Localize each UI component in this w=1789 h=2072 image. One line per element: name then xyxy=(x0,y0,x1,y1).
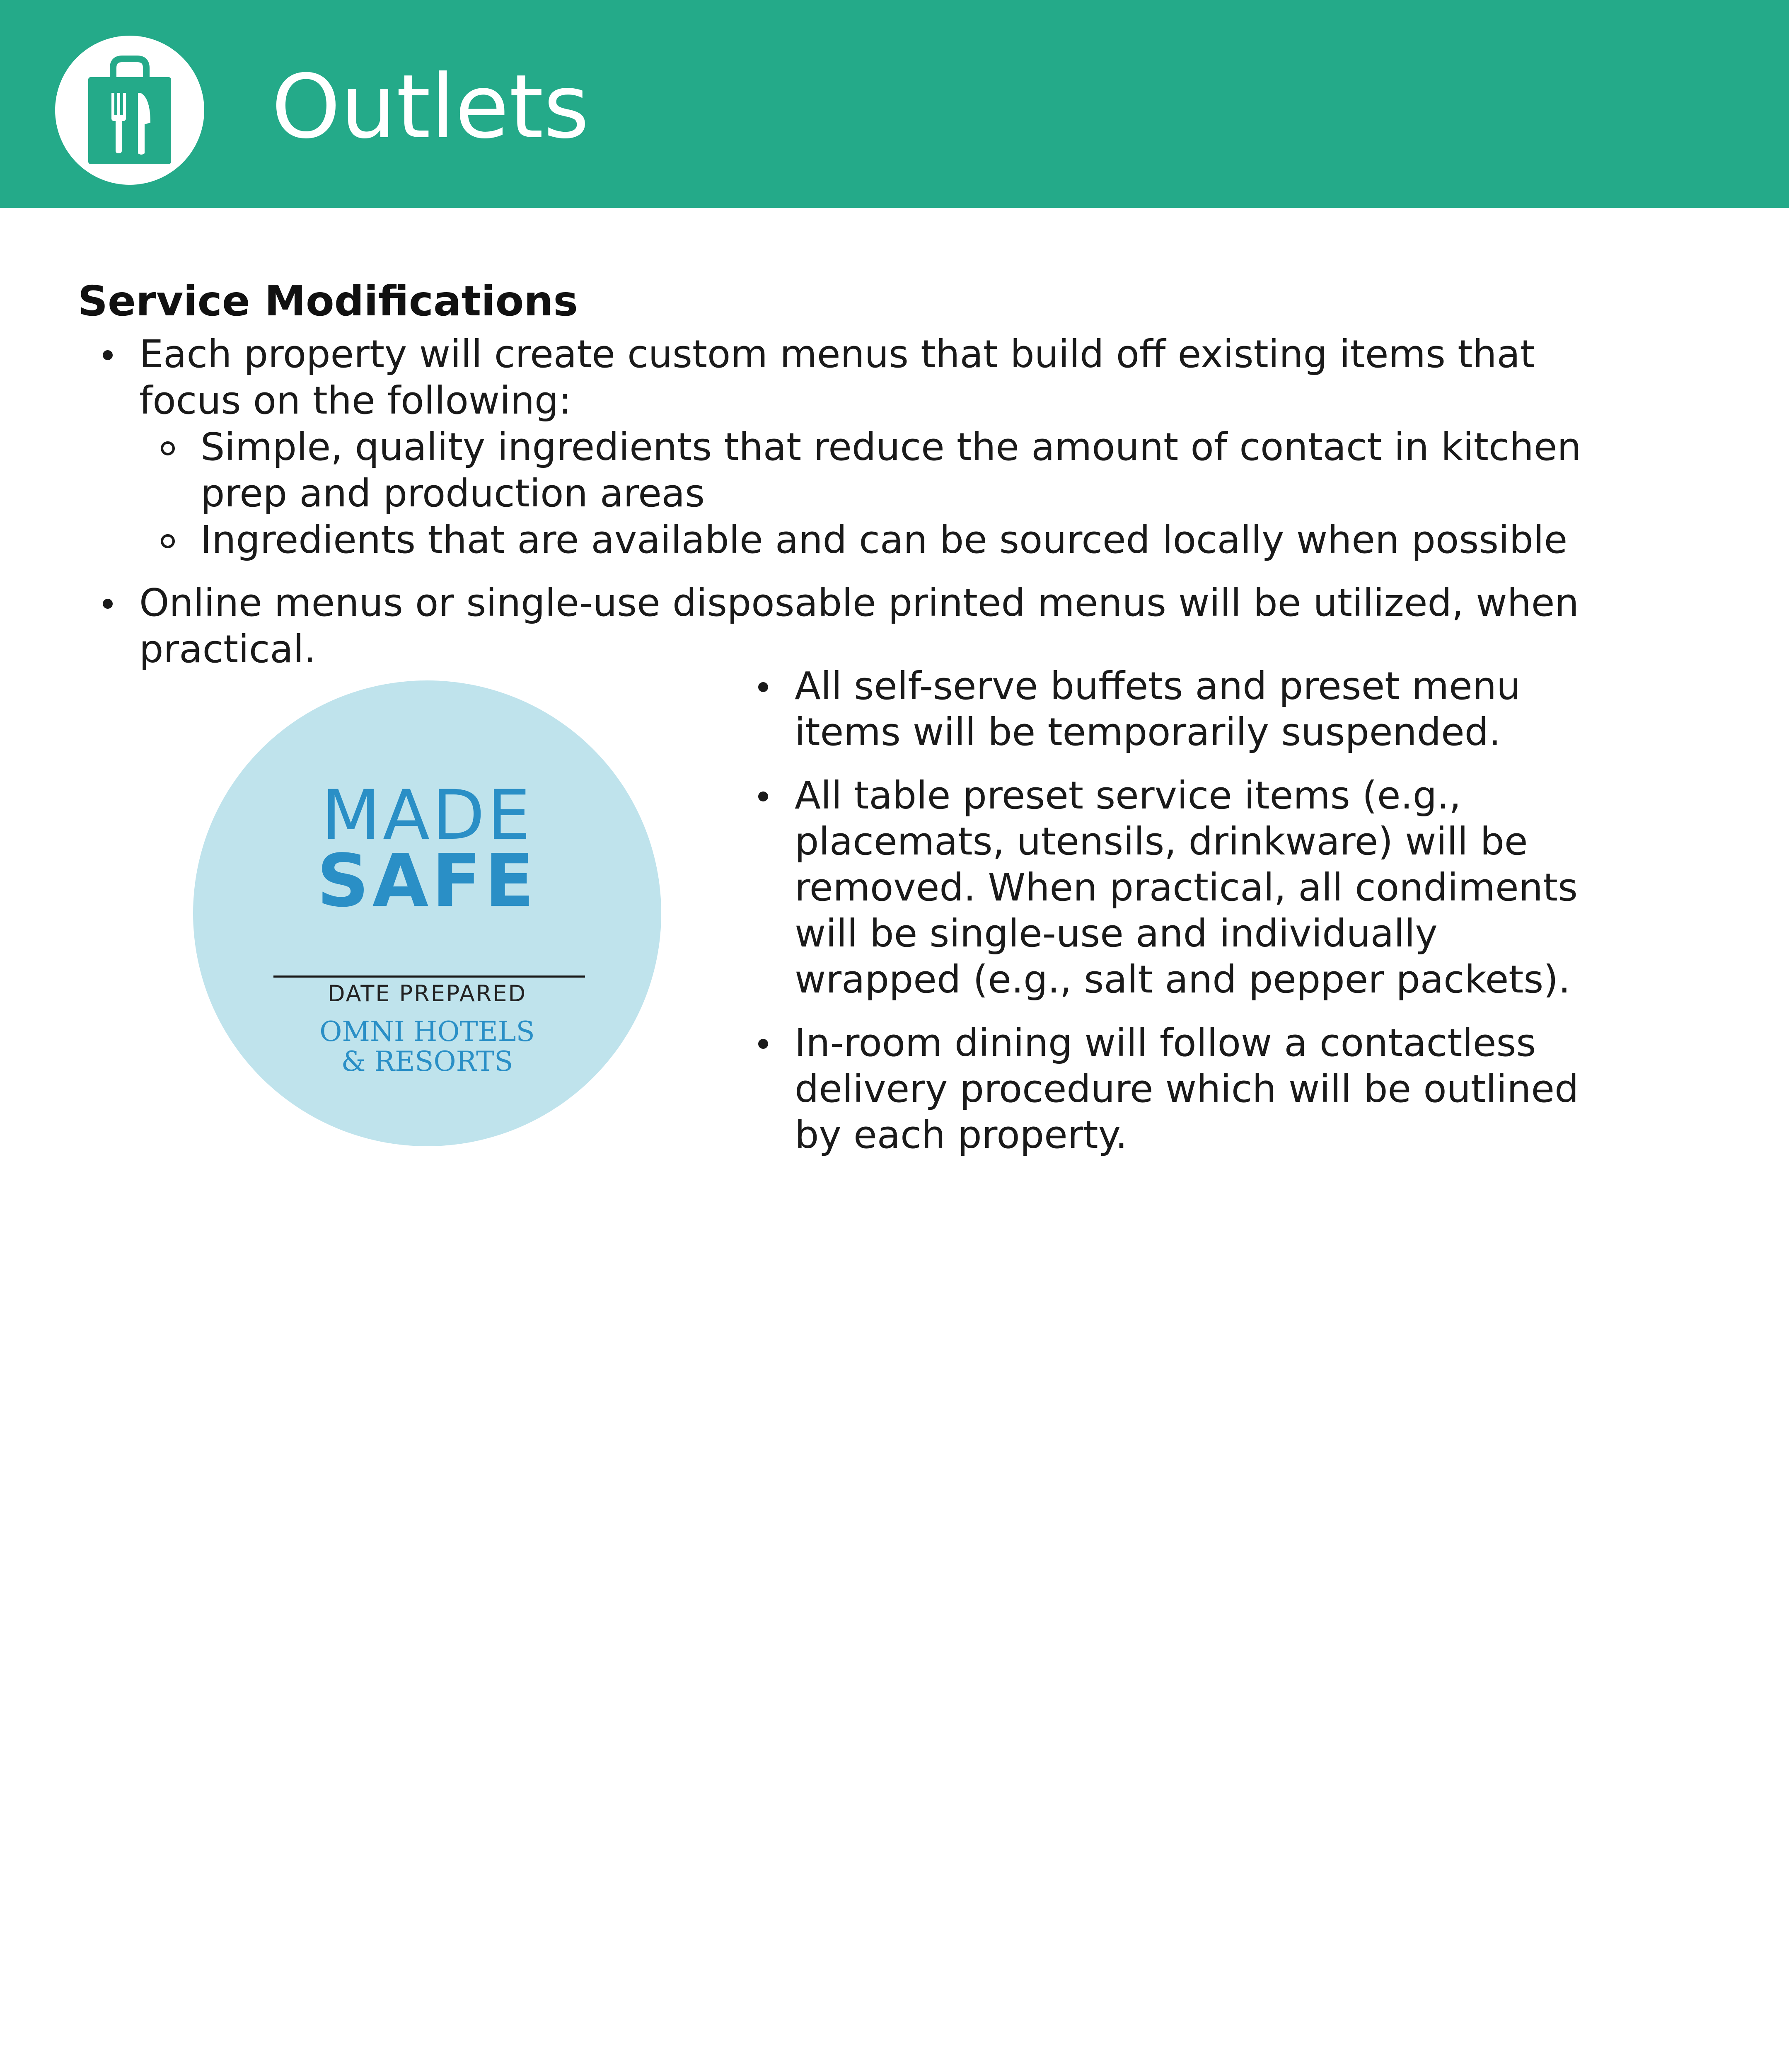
page-header xyxy=(0,0,1789,208)
badge-logo-line2: & RESORTS xyxy=(341,1046,513,1077)
list-item xyxy=(733,772,1583,1002)
list-item xyxy=(78,580,1611,673)
list-item-text: All table preset service items (e.g., placemats, utensils, drinkware) will be removed. When practical, all condiments will be single-use and individually wrapped (e.g., salt and pepper packets). xyxy=(795,773,1578,1002)
list-item-text: Online menus or single-use disposable printed menus will be utilized, when practical. xyxy=(139,581,1579,671)
made-safe-badge xyxy=(193,680,661,1146)
shopping-bag-fork-knife-icon xyxy=(55,36,204,185)
bullet-list xyxy=(78,331,1611,673)
badge-safe-text: SAFE xyxy=(317,839,538,923)
badge-made-text: MADE xyxy=(321,775,533,855)
badge-omni-logo xyxy=(193,1017,661,1077)
sub-list-item-text: Ingredients that are available and can be sourced locally when possible xyxy=(201,518,1568,562)
list-item-text: In-room dining will follow a contactless delivery procedure which will be outlined by each property. xyxy=(795,1021,1579,1157)
service-modifications-section xyxy=(78,276,1611,689)
right-bullet-list xyxy=(733,663,1583,1158)
list-item-text: All self-serve buffets and preset menu items will be temporarily suspended. xyxy=(795,664,1521,754)
badge-date-label: DATE PREPARED xyxy=(327,980,527,1007)
sub-list-item xyxy=(139,517,1611,563)
list-item xyxy=(78,331,1611,563)
sub-bullet-list xyxy=(139,424,1611,563)
page-title: Outlets xyxy=(271,56,590,158)
list-item xyxy=(733,1020,1583,1158)
list-item-text: Each property will create custom menus that build off existing items that focus on the following: xyxy=(139,332,1535,423)
right-column xyxy=(733,663,1583,1175)
badge-logo-line1: OMNI HOTELS xyxy=(319,1016,535,1048)
section-title: Service Modifications xyxy=(78,277,578,325)
sub-list-item-text: Simple, quality ingredients that reduce the amount of contact in kitchen prep and production areas xyxy=(201,425,1581,516)
list-item xyxy=(733,663,1583,755)
sub-list-item xyxy=(139,424,1611,517)
